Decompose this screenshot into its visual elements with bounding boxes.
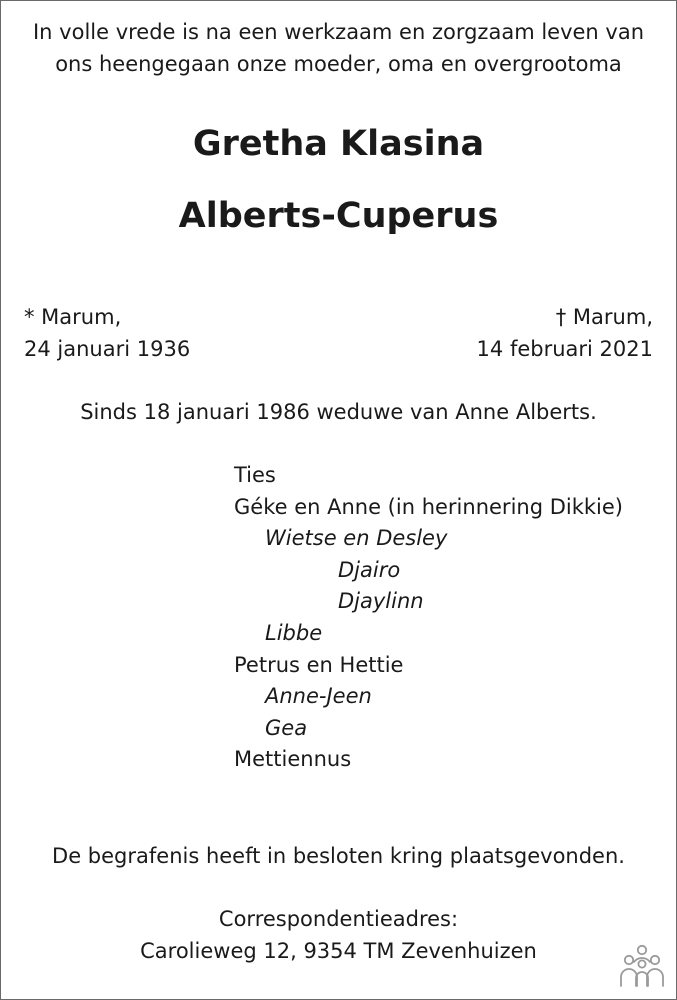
family-member: Djairo bbox=[338, 558, 401, 582]
family-people-icon bbox=[618, 944, 666, 988]
family-member: Djaylinn bbox=[338, 589, 424, 613]
funeral-note: De begrafenis heeft in besloten kring plaatsgevonden. bbox=[52, 844, 625, 868]
family-member: Géke en Anne (in herinnering Dikkie) bbox=[234, 495, 623, 519]
death-date: 14 februari 2021 bbox=[476, 337, 653, 361]
widow-line: Sinds 18 januari 1986 weduwe van Anne Alberts. bbox=[80, 400, 597, 424]
birth-date: 24 januari 1936 bbox=[24, 337, 191, 361]
family-member: Ties bbox=[234, 463, 276, 487]
family-member: Mettiennus bbox=[234, 747, 352, 771]
family-member: Libbe bbox=[265, 621, 323, 645]
deceased-surname: Alberts-Cuperus bbox=[178, 196, 499, 236]
family-member: Anne-Jeen bbox=[265, 684, 372, 708]
intro-line-2: ons heengegaan onze moeder, oma en overgrootoma bbox=[55, 52, 622, 76]
correspondence-label: Correspondentieadres: bbox=[218, 907, 459, 931]
birth-place: * Marum, bbox=[24, 305, 122, 329]
family-member: Wietse en Desley bbox=[265, 526, 448, 550]
deceased-first-names: Gretha Klasina bbox=[192, 124, 485, 164]
intro-line-1: In volle vrede is na een werkzaam en zorgzaam leven van bbox=[32, 20, 645, 44]
family-member: Petrus en Hettie bbox=[234, 653, 404, 677]
correspondence-address: Carolieweg 12, 9354 TM Zevenhuizen bbox=[140, 939, 537, 963]
death-place: † Marum, bbox=[555, 305, 653, 329]
family-member: Gea bbox=[265, 716, 308, 740]
